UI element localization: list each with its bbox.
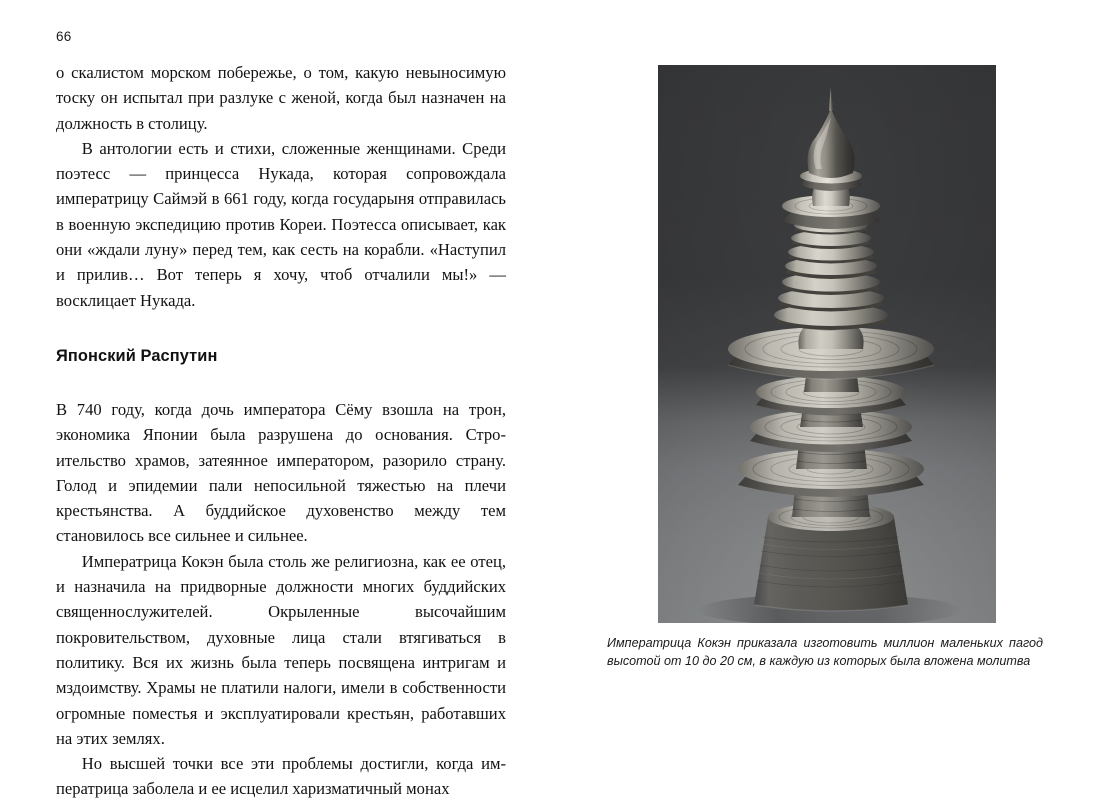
spacer xyxy=(56,313,506,347)
pagoda-photograph xyxy=(658,65,996,623)
pagoda-illustration xyxy=(658,65,996,623)
paragraph-740-year: В 740 году, когда дочь императора Сёму взошла на трон, экономика Японии была разрушена до основания. Строительство храмов, затеянное императором, разорило страну. Голод и эпидемии пали непосильной тяжестью на плечи крестьянства. А буддийское духовенство между тем становилось все сильнее и сильнее. xyxy=(56,399,506,546)
text-column xyxy=(56,60,506,802)
page-number: 66 xyxy=(56,29,72,44)
paragraph-empress-koken: Императрица Кокэн была столь же религиозна, как ее отец, и назначила на придворные должности многих буддийских священнослужителей. Окрыленные высочайшим покровительством, духовные лица стали втягиваться в политику. Вся их жизнь была теперь посвящена интригам и мздоимству. Храмы не платили налоги, имели в собственности огромные поместья и эксплуатировали крестьян, работавших на этих землях. xyxy=(56,551,506,748)
figure xyxy=(607,65,1043,670)
paragraph-continued: о скалистом морском побережье, о том, какую невыносимую тоску он испытал при разлуке с женой, когда был назначен на должность в столицу. xyxy=(56,63,506,133)
figure-caption: Императрица Кокэн приказала изготовить миллион маленьких пагод высотой от 10 до 20 см, в каждую из которых была вложена молитва xyxy=(607,636,1043,668)
section-heading: Японский Распутин xyxy=(56,346,218,365)
paragraph-anthology: В антологии есть и стихи, сложенные женщинами. Среди поэтесс — принцесса Нукада, которая сопровождала императрицу Саймэй в 661 году, когда государыня отправилась в военную экспедицию против Кореи. Поэтесса описывает, как они «ждали луну» перед тем, как сесть на корабли. «Наступил и прилив… Вот теперь я хочу, чтоб отчалили мы!» — восклицает Нукада. xyxy=(56,138,506,310)
paragraph-illness: Но высшей точки все эти проблемы достигли, когда императрица заболела и ее исцелил харизматичный монах xyxy=(56,754,506,799)
spacer xyxy=(56,366,506,397)
